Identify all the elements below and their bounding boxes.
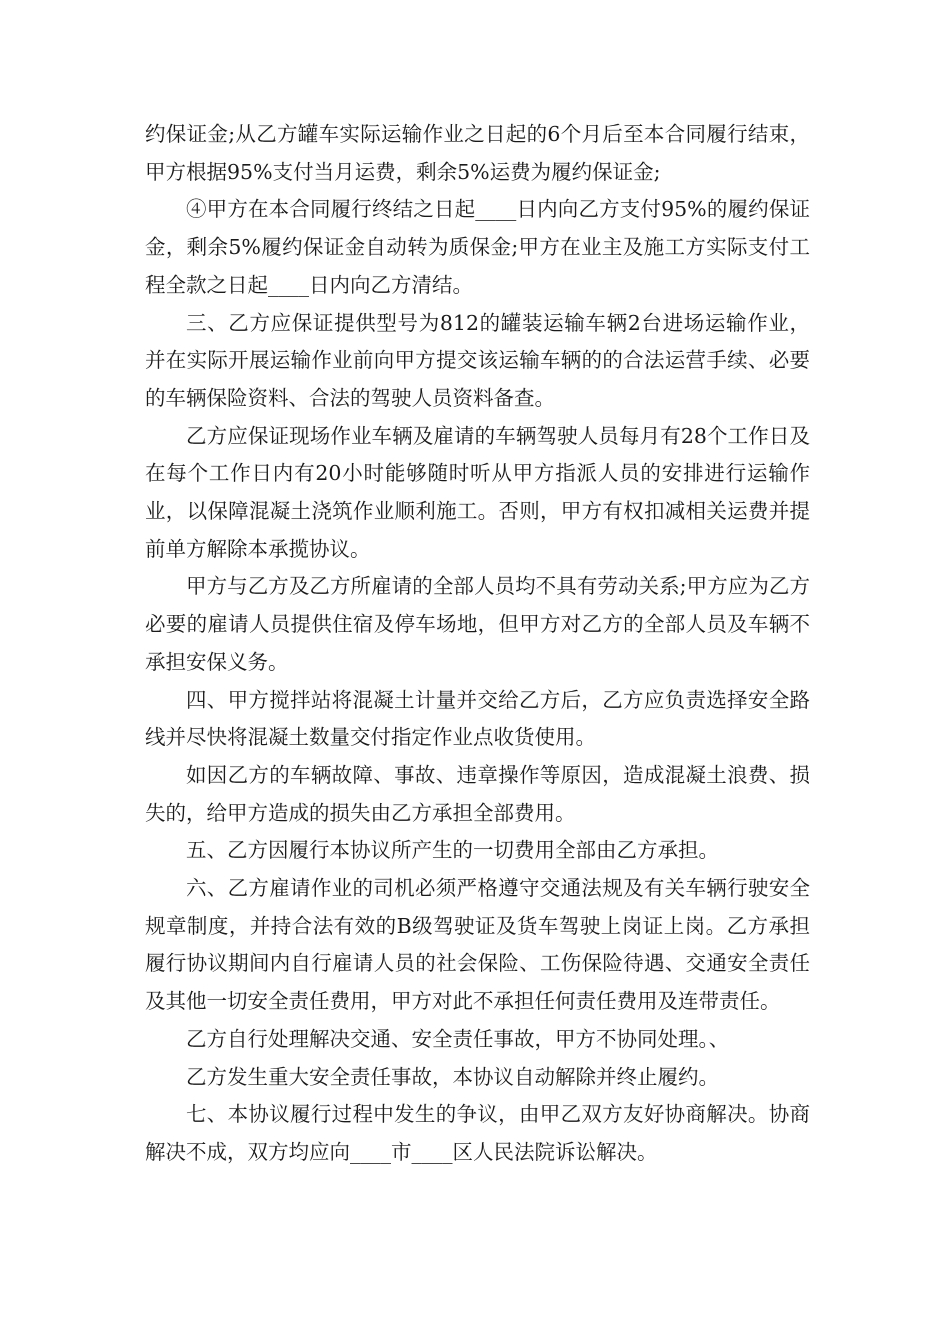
paragraph-accident-handling: 乙方自行处理解决交通、安全责任事故，甲方不协同处理。、 bbox=[186, 1026, 730, 1051]
document-body bbox=[145, 116, 810, 1172]
paragraph-section-5: 五、乙方因履行本协议所产生的一切费用全部由乙方承担。 bbox=[186, 838, 719, 863]
paragraph-termination: 乙方发生重大安全责任事故，本协议自动解除并终止履约。 bbox=[186, 1064, 719, 1089]
paragraph-section-7: 七、本协议履行过程中发生的争议，由甲乙双方友好协商解决。协商解决不成，双方均应向____市____区人民法院诉讼解决。 bbox=[145, 1102, 810, 1164]
paragraph-section-6: 六、乙方雇请作业的司机必须严格遵守交通法规及有关车辆行驶安全规章制度，并持合法有效的B级驾驶证及货车驾驶上岗证上岗。乙方承担履行协议期间内自行雇请人员的社会保险、工伤保险待遇、交通安全责任及其他一切安全责任费用，甲方对此不承担任何责任费用及连带责任。 bbox=[145, 876, 810, 1014]
paragraph-item-4: ④甲方在本合同履行终结之日起____日内向乙方支付95%的履约保证金，剩余5%履约保证金自动转为质保金;甲方在业主及施工方实际支付工程全款之日起____日内向乙方清结。 bbox=[145, 197, 810, 297]
paragraph-section-3: 三、乙方应保证提供型号为812的罐装运输车辆2台进场运输作业，并在实际开展运输作业前向甲方提交该运输车辆的的合法运营手续、必要的车辆保险资料、合法的驾驶人员资料备查。 bbox=[145, 310, 810, 410]
paragraph-continuation: 约保证金;从乙方罐车实际运输作业之日起的6个月后至本合同履行结束，甲方根据95%支付当月运费，剩余5%运费为履约保证金; bbox=[145, 122, 810, 184]
paragraph-labor-relation: 甲方与乙方及乙方所雇请的全部人员均不具有劳动关系;甲方应为乙方必要的雇请人员提供住宿及停车场地，但甲方对乙方的全部人员及车辆不承担安保义务。 bbox=[145, 574, 810, 674]
paragraph-section-4: 四、甲方搅拌站将混凝土计量并交给乙方后，乙方应负责选择安全路线并尽快将混凝土数量交付指定作业点收货使用。 bbox=[145, 687, 810, 750]
paragraph-loss-liability: 如因乙方的车辆故障、事故、违章操作等原因，造成混凝土浪费、损失的，给甲方造成的损失由乙方承担全部费用。 bbox=[145, 762, 810, 825]
paragraph-vehicle-duty: 乙方应保证现场作业车辆及雇请的车辆驾驶人员每月有28个工作日及在每个工作日内有20小时能够随时听从甲方指派人员的安排进行运输作业，以保障混凝土浇筑作业顺利施工。否则，甲方有权扣减相关运费并提前单方解除本承揽协议。 bbox=[145, 423, 810, 561]
